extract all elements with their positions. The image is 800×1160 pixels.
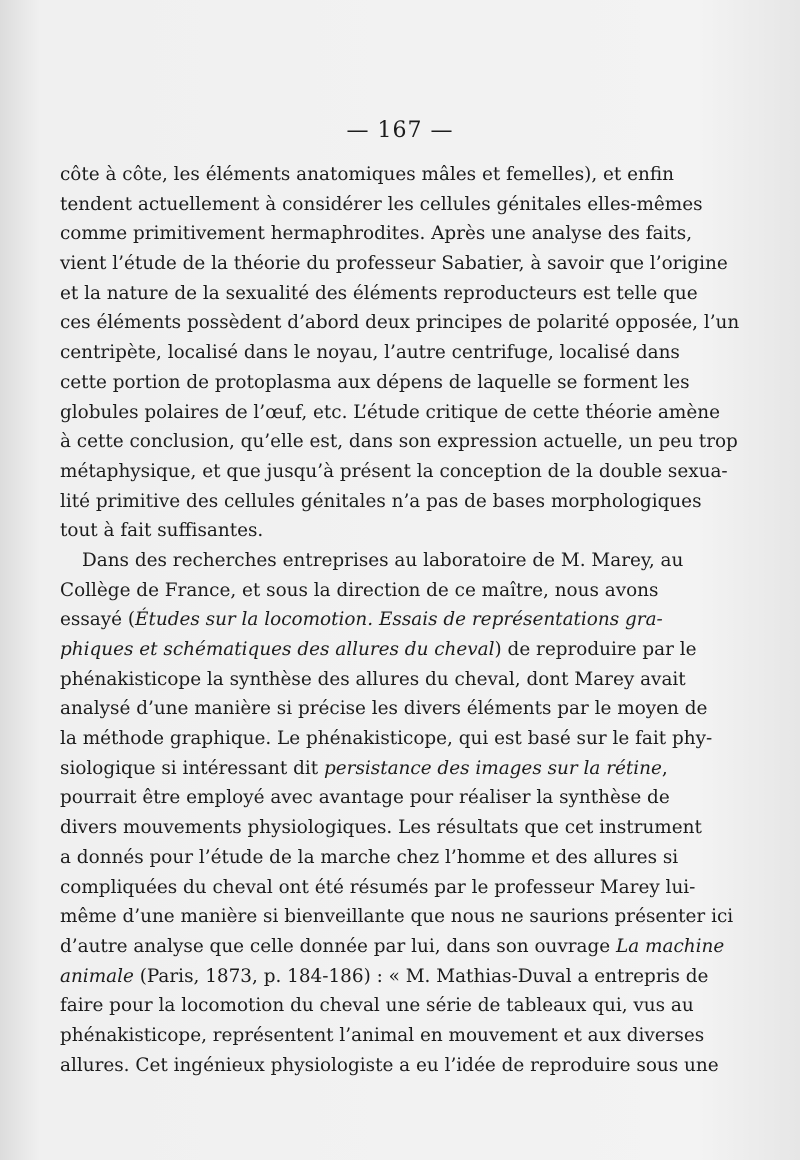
text-segment: ces éléments possèdent d’abord deux principes de polarité opposée, l’un bbox=[60, 312, 740, 334]
text-segment: d’autre analyse que celle donnée par lui, dans son ouvrage bbox=[60, 935, 617, 957]
text-segment: phénakisticope, représentent l’animal en mouvement et aux diverses bbox=[60, 1024, 705, 1046]
text-line bbox=[60, 605, 663, 635]
text-segment: Collège de France, et sous la direction de ce maître, nous avons bbox=[60, 579, 659, 601]
body-text bbox=[60, 160, 740, 1080]
text-line bbox=[60, 338, 680, 368]
text-line bbox=[60, 516, 658, 546]
text-segment: divers mouvements physiologiques. Les résultats que cet instrument bbox=[60, 817, 702, 839]
text-segment: vient l’étude de la théorie du professeur Sabatier, à savoir que l’origine bbox=[60, 253, 728, 275]
italic-text-segment: Études sur la locomotion. Essais de représentations gra- bbox=[135, 609, 663, 631]
text-line bbox=[60, 843, 679, 873]
text-line bbox=[60, 219, 693, 249]
text-segment: et la nature de la sexualité des éléments reproducteurs est telle que bbox=[60, 282, 698, 304]
text-line bbox=[60, 160, 675, 190]
text-segment: compliquées du cheval ont été résumés par le professeur Marey lui- bbox=[60, 876, 696, 898]
text-line bbox=[60, 962, 709, 992]
text-line bbox=[60, 694, 708, 724]
text-segment: phénakisticope la synthèse des allures du cheval, dont Marey avait bbox=[60, 668, 686, 690]
text-segment: métaphysique, et que jusqu’à présent la conception de la double sexua- bbox=[60, 460, 728, 482]
text-line bbox=[60, 427, 738, 457]
text-line bbox=[60, 190, 703, 220]
text-segment: allures. Cet ingénieux physiologiste a eu l’idée de reproduire sous une bbox=[60, 1054, 719, 1076]
text-line bbox=[60, 249, 728, 279]
text-line bbox=[60, 457, 728, 487]
text-segment: a donnés pour l’étude de la marche chez l’homme et des allures si bbox=[60, 846, 679, 868]
text-line bbox=[60, 1021, 705, 1051]
italic-text-segment: La machine bbox=[616, 935, 725, 957]
text-segment: tout à fait suffisantes. bbox=[60, 520, 264, 542]
text-segment: faire pour la locomotion du cheval une série de tableaux qui, vus au bbox=[60, 995, 694, 1017]
italic-text-segment: phiques et schématiques des allures du cheval bbox=[60, 639, 495, 660]
text-line bbox=[60, 487, 702, 517]
text-segment: analysé d’une manière si précise les divers éléments par le moyen de bbox=[60, 698, 708, 720]
text-segment: à cette conclusion, qu’elle est, dans son expression actuelle, un peu trop bbox=[60, 431, 738, 453]
text-segment: même d’une manière si bienveillante que nous ne saurions présenter ici bbox=[60, 906, 734, 928]
text-segment: Dans des recherches entreprises au laboratoire de M. Marey, au bbox=[82, 549, 684, 571]
text-segment: comme primitivement hermaphrodites. Après une analyse des faits, bbox=[60, 223, 693, 245]
text-segment: siologique si intéressant dit bbox=[60, 757, 324, 779]
text-segment: la méthode graphique. Le phénakisticope, qui est basé sur le fait phy- bbox=[60, 728, 713, 750]
text-line bbox=[60, 783, 670, 813]
text-line bbox=[60, 576, 658, 606]
page-number: — 167 — bbox=[346, 118, 454, 143]
text-line bbox=[60, 724, 713, 754]
text-line bbox=[60, 813, 702, 843]
text-segment: lité primitive des cellules génitales n’a pas de bases morphologiques bbox=[60, 490, 702, 512]
text-line bbox=[60, 279, 698, 309]
text-line bbox=[60, 873, 696, 903]
text-line bbox=[60, 665, 686, 695]
text-segment: centripète, localisé dans le noyau, l’autre centrifuge, localisé dans bbox=[60, 342, 680, 364]
text-line bbox=[60, 991, 694, 1021]
text-line bbox=[60, 932, 725, 962]
text-segment: essayé ( bbox=[60, 609, 136, 631]
text-line bbox=[60, 308, 740, 338]
italic-text-segment: animale bbox=[60, 965, 134, 987]
text-segment: cette portion de protoplasma aux dépens de laquelle se forment les bbox=[60, 371, 690, 393]
italic-text-segment: persistance des images sur la rétine bbox=[324, 757, 662, 779]
text-segment: tendent actuellement à considérer les cellules génitales elles-mêmes bbox=[60, 193, 703, 215]
text-segment: ) de reproduire par le bbox=[494, 639, 697, 660]
text-line bbox=[60, 754, 668, 784]
text-segment: , bbox=[661, 757, 668, 779]
text-line bbox=[60, 1051, 719, 1081]
text-segment: côte à côte, les éléments anatomiques mâles et femelles), et enfin bbox=[60, 164, 675, 185]
text-segment: (Paris, 1873, p. 184-186) : « M. Mathias-Duval a entrepris de bbox=[133, 965, 709, 987]
text-line bbox=[60, 368, 690, 398]
text-segment: pourrait être employé avec avantage pour réaliser la synthèse de bbox=[60, 787, 670, 809]
text-line bbox=[60, 635, 697, 665]
text-line bbox=[60, 902, 734, 932]
text-line bbox=[60, 546, 684, 576]
text-segment: globules polaires de l’œuf, etc. L’étude critique de cette théorie amène bbox=[60, 401, 720, 423]
text-line bbox=[60, 398, 720, 428]
